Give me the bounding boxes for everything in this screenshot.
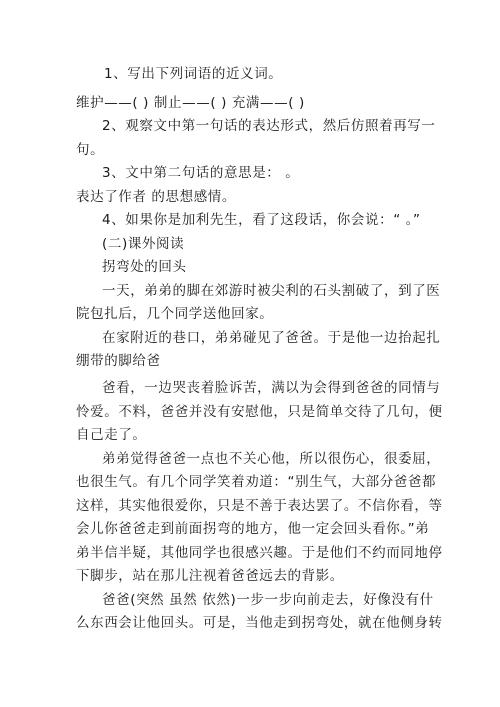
passage-line: 下脚步，站在那儿注视着爸爸远去的背影。: [76, 568, 344, 584]
passage-line: 这样，其实他很爱你，只是不善于表达罢了。不信你看，等: [76, 498, 443, 514]
passage-line: 会儿你爸爸走到前面拐弯的地方，他一定会回头看你。”弟: [76, 521, 430, 537]
question-1-text: 1、写出下列词语的近义词。: [104, 66, 283, 82]
passage-line: 在家附近的巷口，弟弟碰见了爸爸。于是他一边抬起扎: [102, 330, 441, 346]
question-3-text: 3、文中第二句话的意思是： 。: [102, 165, 300, 181]
passage-line: 弟半信半疑，其他同学也很感兴趣。于是他们不约而同地停: [76, 545, 443, 561]
passage-line: 自己走了。: [76, 427, 147, 443]
passage-title: 拐弯处的回头: [102, 259, 187, 275]
passage-line: 么东西会让他回头。可是，当他走到拐弯处，就在他侧身转: [76, 615, 443, 631]
synonym-blanks-line: 维护——( ) 制止——( ) 充满——( ): [76, 95, 305, 111]
passage-line: 一天，弟弟的脚在郊游时被尖利的石头割破了，到了医: [102, 283, 441, 299]
passage-line: 也很生气。有几个同学笑着劝道：“别生气，大部分爸爸都: [76, 474, 437, 490]
question-3-continuation: 表达了作者 的思想感情。: [76, 189, 236, 205]
question-4-text: 4、如果你是加利先生，看了这段话，你会说：“ 。”: [102, 212, 421, 228]
passage-line: 弟弟觉得爸爸一点也不关心他，所以很伤心，很委屈，: [102, 451, 441, 467]
passage-line: 院包扎后，几个同学送他回家。: [76, 306, 274, 322]
section-heading: (二)课外阅读: [102, 236, 185, 252]
question-2-text: 2、观察文中第一句话的表达形式，然后仿照着再写一: [102, 118, 436, 134]
passage-line: 爸看，一边哭丧着脸诉苦，满以为会得到爸爸的同情与: [102, 380, 441, 396]
passage-line: 怜爱。不料，爸爸并没有安慰他，只是简单交待了几句，便: [76, 404, 443, 420]
passage-line: 绷带的脚给爸: [76, 353, 161, 369]
passage-line: 爸爸(突然 虽然 依然)一步一步向前走去，好像没有什: [102, 592, 434, 608]
question-2-continuation: 句。: [76, 142, 105, 158]
